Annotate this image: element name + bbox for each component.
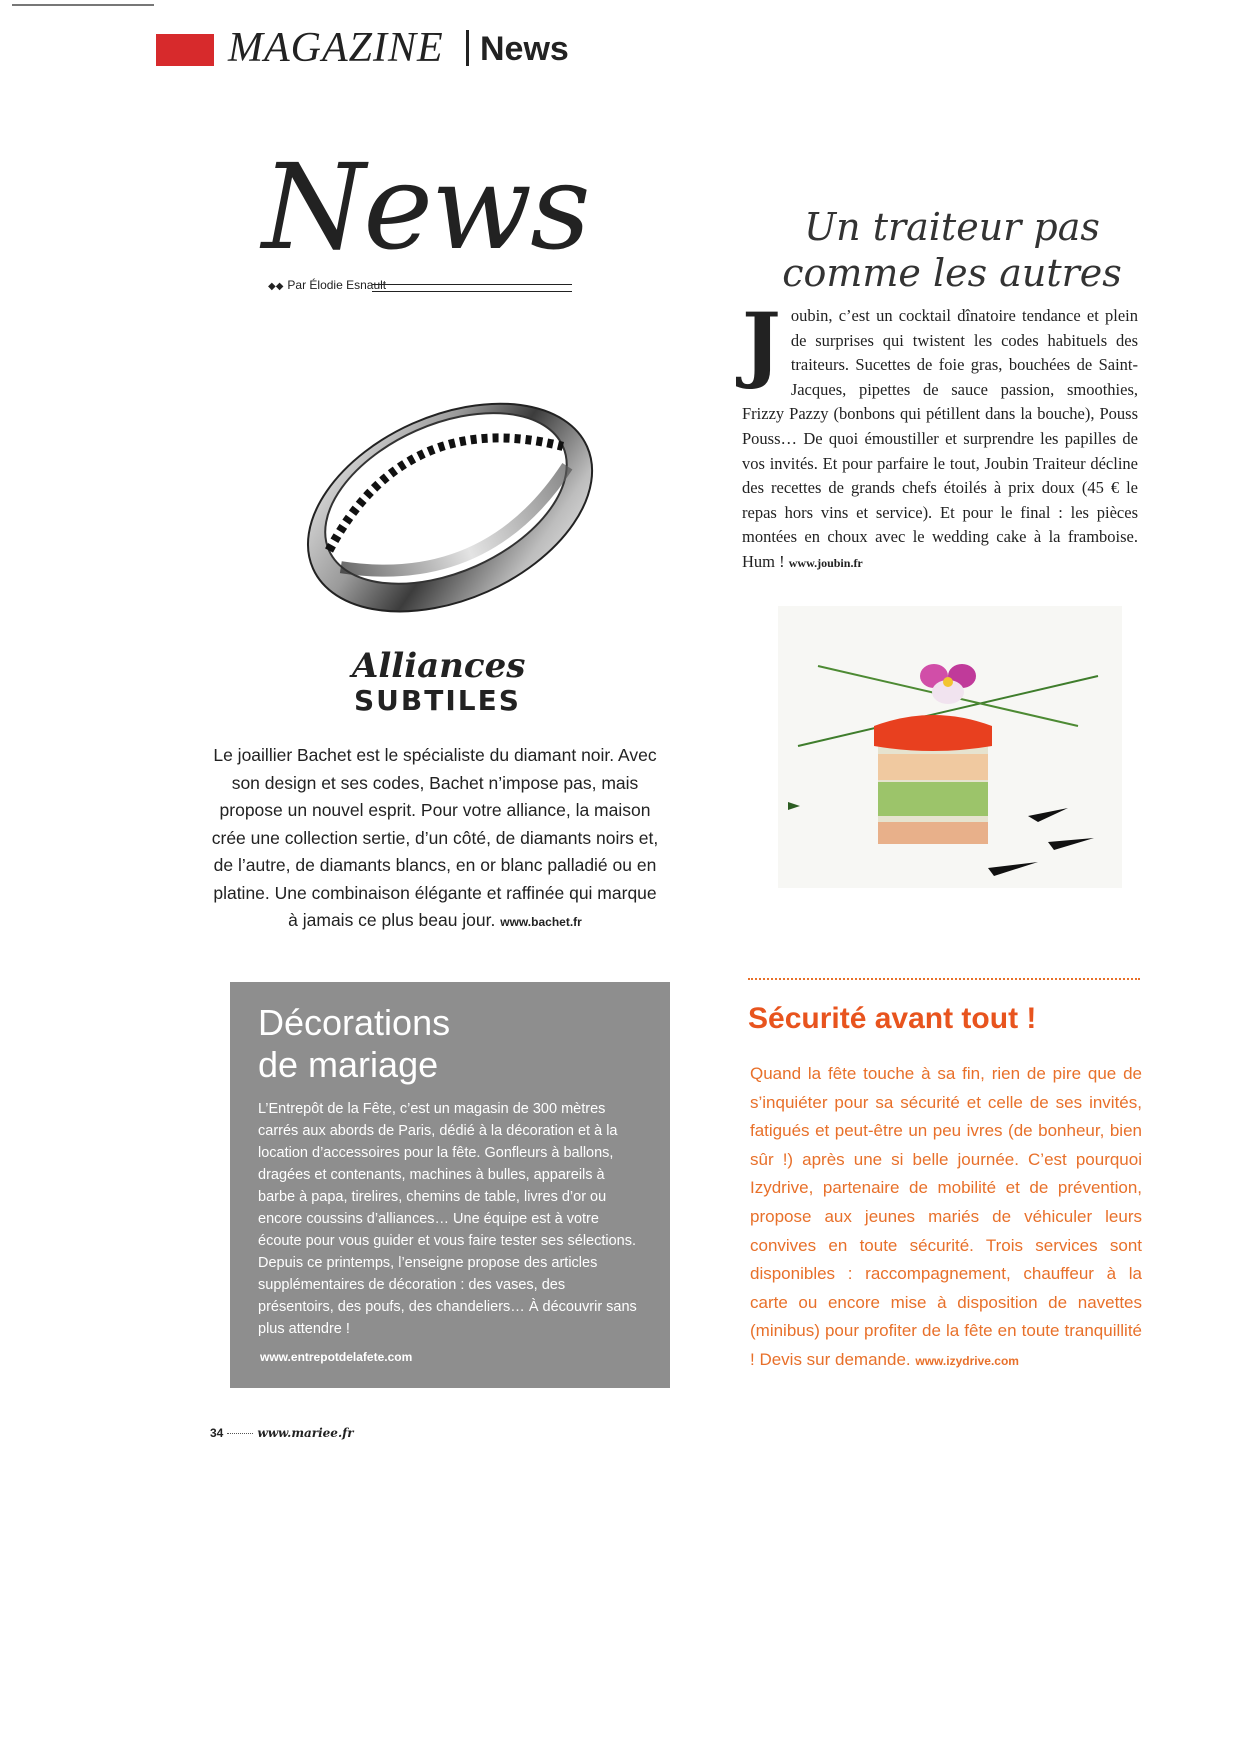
byline-ornament-icon: ◆◆ <box>268 281 284 292</box>
section-title: MAGAZINE <box>228 25 444 71</box>
page-title: News <box>262 138 589 276</box>
decorations-title-line2: de mariage <box>258 1044 439 1085</box>
traiteur-body-text: oubin, c’est un cocktail dînatoire tendance et plein de surprises qui twistent les codes habituels des traiteurs. Sucettes de foie gras, bouchées de Saint-Jacques, pipettes de sauce passion, smoothies, Frizzy Pazzy (bonbons qui pétillent dans la bouche), Pouss Pouss… De quoi émoustiller et surprendre les papilles de vos invités. Et pour parfaire le tout, Joubin Traiteur décline des recettes de grands chefs étoilés à prix doux (45 € le repas hors vins et service). Et pour le final : les pièces montées en choux avec le wedding cake à la framboise. Hum ! <box>742 306 1138 571</box>
securite-dotted-rule <box>748 978 1140 980</box>
securite-link[interactable]: www.izydrive.com <box>915 1353 1019 1368</box>
alliances-body <box>210 742 660 937</box>
alliances-title: Alliances <box>352 646 526 686</box>
securite-body-text: Quand la fête touche à sa fin, rien de pire que de s’inquiéter pour sa sécurité et celle de ses invités, fatigués et peut-être un peu ivres (de bonheur, bien sûr !) après une si belle journée. C’est pourquoi Izydrive, partenaire de mobilité et de prévention, propose aux jeunes mariés de véhiculer leurs convives en toute sécurité. Trois services sont disponibles : raccompagnement, chauffeur à la carte ou encore mise à disposition de navettes (minibus) pour profiter de la fête en toute tranquillité ! Devis sur demande. <box>750 1064 1142 1369</box>
drop-cap: J <box>742 296 781 392</box>
page-footer <box>210 1426 354 1440</box>
subsection-title: News <box>480 30 569 68</box>
alliances-body-text: Le joaillier Bachet est le spécialiste du diamant noir. Avec son design et ses codes, Bachet n’impose pas, mais propose un nouvel esprit. Pour votre alliance, la maison crée une collection sertie, d’un côté, de diamants noirs et, de l’autre, de diamants blancs, en or blanc palladié ou en platine. Une combinaison élégante et raffinée qui marque à jamais ce plus beau jour. <box>211 745 659 930</box>
traiteur-link[interactable]: www.joubin.fr <box>788 555 863 570</box>
food-image <box>778 606 1122 888</box>
securite-title: Sécurité avant tout ! <box>748 1002 1037 1035</box>
footer-site[interactable]: www.mariee.fr <box>257 1426 354 1440</box>
decorations-link[interactable]: www.entrepotdelafete.com <box>260 1350 413 1364</box>
alliances-subtitle: SUBTILES <box>354 684 521 717</box>
decorations-body: L’Entrepôt de la Fête, c’est un magasin de 300 mètres carrés aux abords de Paris, dédié à la décoration et à la location d’accessoires pour la fête. Gonfleurs à ballons, dragées et contenants, machines à bulles, appareils à barbe à papa, tirelires, chemins de table, livres d’or ou encore coussins d’alliances… Une équipe est à votre écoute pour vous guider et vous faire tester ses sélections. Depuis ce printemps, l’enseigne propose des articles supplémentaires de décoration : des vases, des présentoirs, des poufs, des chandeliers… À découvrir sans plus attendre ! <box>258 1101 637 1337</box>
page-number: 34 <box>210 1426 224 1440</box>
ring-image <box>268 368 628 638</box>
footer-separator <box>227 1433 253 1434</box>
top-rule <box>12 4 154 6</box>
header-separator <box>466 30 469 66</box>
alliances-link[interactable]: www.bachet.fr <box>500 915 582 929</box>
byline-text: Par Élodie Esnault <box>287 278 387 292</box>
decorations-title-line1: Décorations <box>258 1002 451 1043</box>
traiteur-body <box>742 296 1138 576</box>
securite-body <box>750 1060 1142 1376</box>
section-color-block <box>156 34 214 66</box>
traiteur-title: Un traiteur pas comme les autres <box>782 205 1122 295</box>
byline <box>268 278 386 292</box>
byline-rule <box>372 284 572 292</box>
